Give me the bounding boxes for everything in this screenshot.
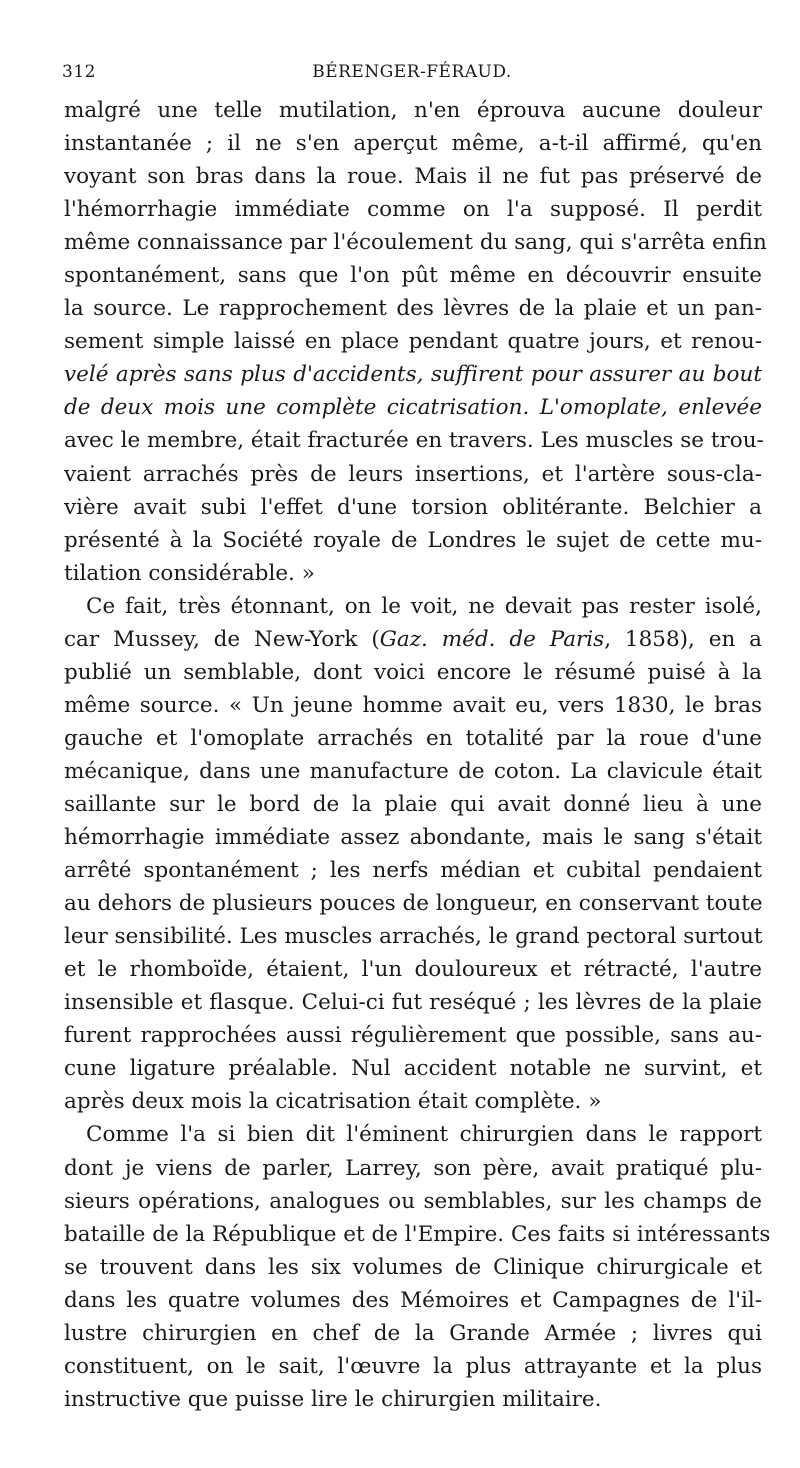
- text-line: arrêté spontanément ; les nerfs médian et cubital pendaient: [64, 858, 762, 884]
- text-line: et le rhomboïde, étaient, l'un douloureux et rétracté, l'autre: [64, 957, 762, 983]
- text-line: se trouvent dans les six volumes de Clinique chirurgicale et: [64, 1254, 762, 1280]
- text-line: après deux mois la cicatrisation était complète. »: [64, 1089, 602, 1115]
- text-line: au dehors de plusieurs pouces de longueur, en conservant toute: [64, 891, 763, 917]
- text-line: dans les quatre volumes des Mémoires et Campagnes de l'il-: [64, 1287, 762, 1313]
- text-line: tilation considérable. »: [64, 560, 315, 586]
- running-title: BÉRENGER-FÉRAUD.: [312, 62, 512, 82]
- text-line: l'hémorrhagie immédiate comme on l'a supposé. Il perdit: [64, 197, 762, 223]
- text-line: sieurs opérations, analogues ou semblables, sur les champs de: [64, 1188, 762, 1214]
- text-line: spontanément, sans que l'on pût même en découvrir ensuite: [64, 263, 762, 289]
- text-line-citation: [64, 623, 762, 656]
- text-line: furent rapprochées aussi régulièrement que possible, sans au-: [64, 1023, 762, 1049]
- text-line: publié un semblable, dont voici encore le résumé puisé à la: [64, 659, 762, 685]
- text-line: bataille de la République et de l'Empire. Ces faits si intéressants: [64, 1221, 771, 1247]
- text-line: cune ligature préalable. Nul accident notable ne survint, et: [64, 1056, 762, 1082]
- page-number: 312: [62, 62, 96, 82]
- running-head: [62, 62, 762, 88]
- text-line: voyant son bras dans la roue. Mais il ne fut pas préservé de: [64, 164, 762, 190]
- text-line: Ce fait, très étonnant, on le voit, ne devait pas rester isolé,: [86, 593, 762, 619]
- text-line: hémorrhagie immédiate assez abondante, mais le sang s'était: [64, 825, 762, 851]
- text-line: la source. Le rapprochement des lèvres de la plaie et un pan-: [64, 296, 762, 322]
- text-line: malgré une telle mutilation, n'en éprouva aucune douleur: [64, 98, 762, 123]
- text-line: saillante sur le bord de la plaie qui avait donné lieu à une: [64, 791, 762, 817]
- text-line: insensible et flasque. Celui-ci fut reséqué ; les lèvres de la plaie: [64, 990, 762, 1016]
- text-line: sement simple laissé en place pendant quatre jours, et renou-: [64, 329, 762, 355]
- text-line: présenté à la Société royale de Londres le sujet de cette mu-: [64, 527, 762, 553]
- journal-citation: Gaz. méd. de Paris: [379, 626, 605, 652]
- text-line: mécanique, dans une manufacture de coton. La clavicule était: [64, 758, 762, 784]
- text-line: vaient arrachés près de leurs insertions, et l'artère sous-cla-: [64, 461, 762, 487]
- text-line: avec le membre, était fracturée en travers. Les muscles se trou-: [64, 428, 764, 454]
- text-line: Comme l'a si bien dit l'éminent chirurgien dans le rapport: [86, 1122, 762, 1148]
- text-line: même source. « Un jeune homme avait eu, vers 1830, le bras: [64, 692, 762, 718]
- text-line: velé après sans plus d'accidents, suffirent pour assurer au bout: [64, 362, 762, 388]
- text-line: de deux mois une complète cicatrisation. L'omoplate, enlevée: [64, 395, 762, 421]
- text-line: vière avait subi l'effet d'une torsion oblitérante. Belchier a: [64, 494, 762, 520]
- text-line: lustre chirurgien en chef de la Grande Armée ; livres qui: [64, 1320, 762, 1346]
- text-line: instructive que puisse lire le chirurgien militaire.: [64, 1386, 602, 1412]
- text-line: dont je viens de parler, Larrey, son père, avait pratiqué plu-: [64, 1155, 762, 1181]
- text-segment: , 1858), en a: [604, 626, 762, 652]
- text-line: leur sensibilité. Les muscles arrachés, le grand pectoral surtout: [64, 924, 763, 950]
- text-line: instantanée ; il ne s'en aperçut même, a-t-il affirmé, qu'en: [64, 131, 762, 157]
- body-text: [64, 94, 771, 1416]
- text-line: même connaissance par l'écoulement du sang, qui s'arrêta enfin: [64, 230, 767, 256]
- text-segment: car Mussey, de New-York (: [64, 626, 380, 652]
- text-line: gauche et l'omoplate arrachés en totalité par la roue d'une: [64, 725, 762, 751]
- text-line: constituent, on le sait, l'œuvre la plus attrayante et la plus: [64, 1353, 762, 1379]
